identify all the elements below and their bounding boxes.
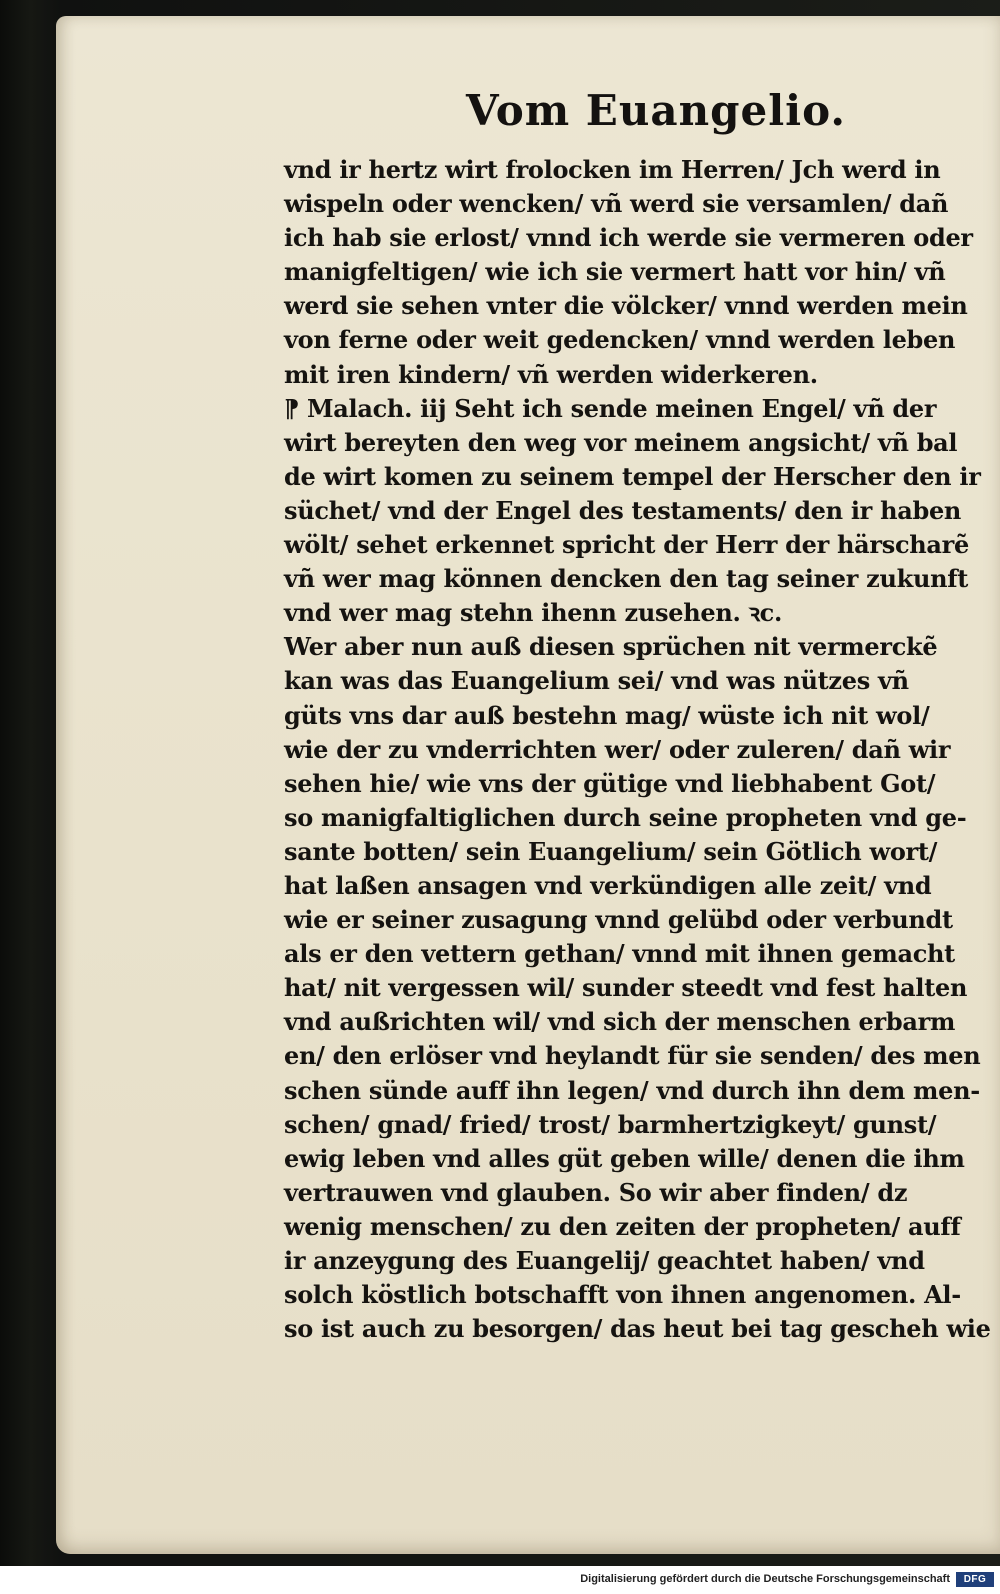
text-line: so manigfaltiglichen durch seine propheten vnd ge- [284,802,967,832]
text-line: sante botten/ sein Euangelium/ sein Götlich wort/ [284,836,938,866]
text-line: wispeln oder wencken/ vñ werd sie versamlen/ dañ [284,189,949,219]
text-line: von ferne oder weit gedencken/ vnnd werden leben [284,325,956,355]
text-line: vertrauwen vnd glauben. So wir aber finden/ dz [284,1177,908,1207]
text-line: kan was das Euangelium sei/ vnd was nützes vñ [284,666,909,696]
text-line: wenig menschen/ zu den zeiten der propheten/ auff [284,1211,961,1241]
text-line: werd sie sehen vnter die völcker/ vnnd werden mein [284,291,968,321]
dfg-logo: DFG [956,1572,994,1587]
text-line: wie der zu vnderrichten wer/ oder zuleren/ dañ wir [284,734,951,764]
text-line: manigfeltigen/ wie ich sie vermert hatt vor hin/ vñ [284,257,946,287]
text-line: schen sünde auff ihn legen/ vnd durch ihn dem men- [284,1075,980,1105]
page-heading: Vom Euangelio. [466,86,847,135]
text-line: vnd wer mag stehn ihenn zusehen. ꝛc. [284,598,783,628]
text-line: en/ den erlöser vnd heylandt für sie senden/ des men [284,1041,981,1071]
text-line: wölt/ sehet erkennet spricht der Herr der härscharẽ [284,530,969,560]
footer-bar [0,1566,1000,1594]
text-line: hat/ nit vergessen wil/ sunder steedt vnd fest halten [284,973,968,1003]
text-line: mit iren kindern/ vñ werden widerkeren. [284,359,818,389]
text-line: süchet/ vnd der Engel des testaments/ den ir haben [284,495,962,525]
text-line: vñ wer mag können dencken den tag seiner zukunft [284,564,969,594]
text-line: solch köstlich botschafft von ihnen angenomen. Al- [284,1280,961,1310]
text-line: vnd ir hertz wirt frolocken im Herren/ Jch werd in [284,155,941,184]
text-line: Wer aber nun auß diesen sprüchen nit vermerckẽ [284,632,938,662]
body-text [284,153,1000,1346]
text-line: ewig leben vnd alles güt geben wille/ denen die ihm [284,1143,965,1173]
book-page [56,16,1000,1554]
text-line: schen/ gnad/ fried/ trost/ barmhertzigkeyt/ gunst/ [284,1109,937,1139]
text-line: ich hab sie erlost/ vnnd ich werde sie vermeren oder [284,223,973,253]
text-line: als er den vettern gethan/ vnnd mit ihnen gemacht [284,939,955,969]
text-line: ⁋ Malach. iij Seht ich sende meinen Engel/ vñ der [284,393,937,423]
text-line: güts vns dar auß bestehn mag/ wüste ich nit wol/ [284,700,930,730]
text-line: sehen hie/ wie vns der gütige vnd liebhabent Got/ [284,768,936,798]
text-line: ir anzeygung des Euangelij/ geachtet haben/ vnd [284,1246,925,1275]
text-line: de wirt komen zu seinem tempel der Herscher den ir [284,461,981,491]
text-line: hat laßen ansagen vnd verkündigen alle zeit/ vnd [284,870,932,900]
text-line: vnd außrichten wil/ vnd sich der menschen erbarm [284,1007,956,1037]
text-line: so ist auch zu besorgen/ das heut bei tag gescheh wie [284,1314,991,1344]
text-line: wirt bereyten den weg vor meinem angsicht/ vñ bal [284,427,958,457]
funding-credit: Digitalisierung gefördert durch die Deutsche Forschungsgemeinschaft [580,1573,950,1585]
text-line: wie er seiner zusagung vnnd gelübd oder verbundt [284,905,953,935]
